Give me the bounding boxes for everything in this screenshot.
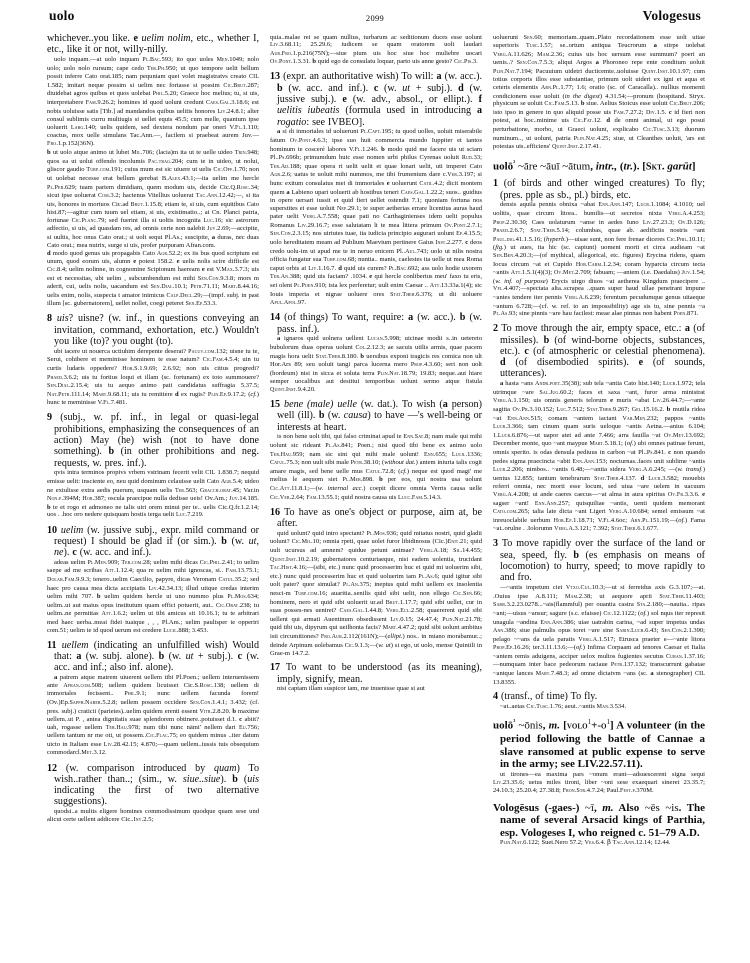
sense-definition: 11 uellem (indicating an unfulfilled wish) Would that: a (w. subj. alone). b (w. ut + subj.). c (w. acc. and inf.; also inf. alone).	[47, 639, 259, 674]
citation-block: a ignaros quid uolnera uellent Lucan.5.998; uicinae modii s..in uetereto bubulorum duas operas uolunt Col.2.12.3; ae sacuis utilis armis, quae pacem magis hora uelit Stat.Theb.8.180. b uersibus exponi tragicis res comica non ult Hor.Ars 89; seu uoluit tangi parca lucerna mero Prop.4.3.60; seri non uolt (hordeum) nisi in sicca et soluta terra Plin.Nat.18.79; 19.83; neque..aut hiare semper uocalibus aut destitui temporibus uolunt sermo atque fistula Quint.Inst.9.4.20.	[270, 335, 482, 393]
sense-definition: 17 To want to be understood (as its meaning), imply, signify, mean.	[270, 662, 482, 685]
headword-entry: Vologēsus (-gaes-) ~ī, m. Also ~ēs ~is. The name of several Arsacid kings of Parthia, esp. Vologeses I, who reigned c. 51–79 A.D.	[493, 801, 705, 839]
citation-block: ubi iacere ut nouerca uctiuhim derepente deserat? Pacuv.com.132; uisne tu te, Serui, cohibere et meminisse hominem te esse natum? Cic.Fam.4.5.4; uin tu curtis ludaris oppedere? Hor.S.1.9.69; 2.6.92; non uis citius progredi? Phaed.3.6.2; uis tu fortius loqui et illam (sc. fortunam) ex toto summouere? Sen.Dial.2.15.4; uis tu aequo animo pati candidatus suffragia 5.37.5; Nat.Petr.111.14; Mart.9.68.11; uis tu remittere d ex rugis? Plin.Ep.9.17.2; (cf.) hunc te meminisse V.Fl.7.481.	[47, 347, 259, 407]
sense-definition: 14 (of things) To want, require: a (w. acc.). b (w. pass. inf.).	[270, 312, 482, 335]
citation-block: quodsi..a multis eligere homines commodissimum quodque quam sese und alicui certe uellent addicere Cic..Inv.2.5;	[47, 808, 259, 823]
running-head-left: uolo	[49, 8, 75, 23]
sense-definition: 12 (w. comparison introduced by quam) To wish..rather than..; (sim., w. siue..siue). b (uis indicating the first of two alternative suggestions).	[47, 762, 259, 808]
sense-definition: 4 (transf., of time) To fly.	[493, 690, 598, 702]
headword-entry: uolō$^{^3}$ ~ōnis, m. $[volo^1+-o^1]$ A volunteer (in the period following the battle of Cannae a slave ransomed at public expense to serve in the army; see LIV.22.57.11).	[493, 719, 705, 771]
citation-block: densis aquila pennis obnixa ~abat Enn.Ann.147; Lucr.1.1084; 4.1010; uel uolitis, quae circum litora.. bumilis—ut secretos nixta Verg.A.4.253; Prop.2.30.30; Caes uolaturum ~anse in aedes Iuno Liv.27.23.3; Ov.D.126; Phaed.2.6.7; Stat.Theb.5.14; columbas, quae ab. aedificiis nostris ~ant Paul.dig.41.1.5.16; (hyperb.)—uisae sunt, non fere frenae diceres Cic.Phil.10.11; (fig.) ut aues, ita hic (sc. capiunt) uoment morti et circa audieam ~at Sen.Ben.4.20.3;—(of mythical, allegorical, etc. figures) Erycina ridens, quam Iocus circum ~at et Cupido Hor.Carm.1.2.34; coram hyparcta circum tecta ~antis Att.1.5.1(4)(3); Ov.Met.2.709; fabuam; —antem (i.e. Daedalus) Juv.1.54; (w. inf. of purpose) Erycis uirgo diuos ~at aetherea Kingdum praecipere .. Vfl.4.407;—spectata alta..scrapea ..quam super haud ullae penetrant impune ~antes tendere iter pennis Verg.A.6.239; ferentum pecudumque genus uitaeque ~antum 6.728;—(cf. w. ref. to an impossibility) age sis tu, sine pennis ~a Pl.As.93; sine pinnis ~are hau facilest: meae alae pinnas non habent Poen.871.	[493, 201, 705, 318]
citation-block: uoluerunt Sen.60; memoriam..quam..Plato recordationem esse uolt uitae superioris Tusc.1.57; se..ortum antiqua Teucrorum a stirpe uolebat Verg.A.11.626; Mam.2.36; cuius uis hoc uersum esse summum? poeri an uenis..? Sen.Con.7.5.3; aliqui Argos a Phoroneo repe ente conditum uoluit Plin.Nat.7.194; Pacuuium uidetri ducticemte..uoluisse Quint.Inst.10.1.97; cum totius corporis illos esse substantiae, primum uolt uideri ex igni et aqua et ceteris elementis Arn.Pl.1.77; 1.6; oratio (sc. of Caracalla).. nullius momenti condicionem esse uoluit (in the digest) 4.31.54;—pronum (hospitand. Stryx. physicum se uoluit Cic.Fam.5.13. b siue. Aelius Stoicus esse uoluit Cic.Brut.206; isto ipso in genere in quo aliquid posse uis Fam.7.27.2; Div.1.5. c id fieri non potest, at hoc..minime uis Cic.Fat.12. d de omni animal, ut ego posui perturbatione, morbo, ut Graeci uolunt, explicabo Cic.Tusc.3.13; duorum numinum.., ut uolunt, patria Plin.Nat.4.25; siue, ut Cleanthes uoluit, 'ars est potestas uis..efficiens' Quint.Inst.2.17.41.	[493, 33, 705, 151]
citation-block: uolo inquam.—at uolo inquam Pl.Bac.593; ito quo uoles Men.1049; nolo uolo; uolo nolo rursum; cape cedo Ter.Ph.950; ut quo tempore uelit bellum possit inferre Cato orat.185; nam pequniam quei volet magistratvs creato CIL 1.582; imitari neque possim si uelim nec fortasse si possim Cic.Brut.287; diuidebat agros quibus et quos uolebat Phil.5.20; Graece hoc melius; tu, si uis, interpretabere Fam.9.26.2; homines id quod uolunt credunt Caes.Gal.3.18.6; est nobis uoluisse satis [Tib.] ad mandandos quibus uelitis honores Liv.24.8.1; alter consul sublimis curru multiugis si uellet equis 45.5; cum melle, quantum ipse uoluerit Larg.140; uelis quidem, sed dextera nondum par oneri V.Fl.1.110; coactus, mox uelle simulans Tac.Ann.—, facilem si praebeat aurem Juv.—Fro.1.p.152(36N).	[47, 56, 259, 148]
sense-definition: 1 (of birds and other winged creatures) To fly; (pres. pple as sb., pl.) birds, etc.	[493, 178, 705, 201]
running-head-right: Vologesus	[642, 8, 701, 23]
citation-block: Plin.Nat.6.122; Suet.Nero 57.2; Ves.6.4. β Tac.Ann.12.14; 12.44.	[500, 838, 671, 847]
citation-block: quid uolunt? quid intro spectant? Pl.Mos.936; quid mitatus nostri, quid gladii uolunt? Cic.Mil.10; omnia rpeti, quae uolet furor libidinosus (Cic.)Enit.21; quid uult ucursus ad amnem? quidue petunt animae? Verg.A.18; Sil.14.455; Quint.Inst.10.2.19; gubernatores centuriaeque, nisi eadem uolentia, trucidant Tac.Hist.4.16;—(sibi, etc.) nunc quid processerim huc et quid mi uoluerim sibi, etc.) nunc quid processerim huc et quid uoluerim iam Pl.As.6; quid igitur sibi uolt pater? quor simulat? Pl.An.375; ineptus quid mihi uellem ex insolentia nesci-m Turp.com.16; auaritia..senilis quid sibi uelit, non ellego Cic.Sen.66; hominem, nero et quid sibi uoluerit ur.ad Brut.1.17.7; quid sibi uellet, cur in suas posses-nes ueniret? Caes.Gal.1.44.8; Verg.Ecl.2.58; quaererent quid sibi uellent qui armati Auentinum obsedissent Liv.0.15; 24.47.4; Plin.Nat.21.78; quid tibi uis, dipyrum qui ueilhonta facis? Mart.4.47.2; quid sibi uolunt ambitus isti circumitiones? Fro.Aur.2.112(161N);—(ellipt.) nos.. in miano morabamur..; deinde Arpinum uolebamus Cic.9.1.3;—(w. ut) si ego, ut uolo, mense Quintili in Grae-m 14.7.2.	[270, 529, 482, 658]
citation-block: adeas uelim Pl.Men.909; Ter.com.28; uelim mihi dicas Cic.Phil.2.41; to uelim saepe ad me scribas Att.1.12.4; qua re uelim mihi ignoscas, si.. Fam.13.75.1; Dolab.Fam.9.9.3; tenero..uelim Caecilio, papyre, dicas Veronam Catul.35.2; sed haec pro causa mea dicta accipiatis Liv.42.34.13; illud utique credas interim uelim mihi 707. b uelim quidem hercle ut uno nummo plus Pl.Mos.634; uelim..ut aut maius opus institutum quam effici potuerit, aut.. Cic.Orat.238; tu uelim..ne permittas Att.1.6.2; uelim ut tibi amicus sit 10.16.1; tu te arbitrari med haec uerba..meai fidei tuaique , , , Pl.Am.; uelim paulisper te opperiri com.51; uelim te id quod uerum est credere Lucil.888; 3.453.	[47, 558, 259, 634]
sense-definition: 2 To move through the air, empty space, etc.: a (of missiles). b (of wind-borne objects, substances, etc.). c (of atmospheric or celestial phenomena). d (of disembodied spirits). e (of sounds, utterances).	[493, 323, 705, 380]
citation-block: b ut uolo atque animo ut lubet Mil.706; (lacia)m ita ut te uelle uideo Trin.948; quos ea ut uolui offendo incolumis Pac.trag.204; cum te in uideo, ut nolui, gliscor gaudio Turp.com.191; cuius mum est sic uiuere ut uelis Cic.Off.1.70; non ut uolebat necesse erat bellum gerebat B.Alex.43.1;—ita uelim me hercle Pl.Per.629; tuam partem dimidiam, quem modum uis, decide Cic.Q.Rosc.34; sicut ipse uoluerat Com.3.2; hactenus Vitellius uoluerat Tac.Ann.12.42;—, si ita uis, honores in mortuos Cic.ad Brut.1.15.8; etiam te, si uis, cum equitibus Cato hist.87;—agitur cum tuum uel etiam, si uis, existimatio..; at Cn. Planci patria, fortunae Cic.Planc.79; sed fuerint illa si uoltis incognita Luc.16; sic astrorum adfectio, si uis, ad quasdam res, ad omnis certe non ualebit Juv.2.69;—accipite, si uultis, hoc onus Cato orat.; si uolt sequi Pl.As.; suscipite, a duras, nec duas Cato orat.; mea nutrix, surge si uis, profer purpuram Afran.com.	[47, 149, 259, 249]
citation-block: —~antis impetum ciet Vtxo.Cul.10.3;—ut si ferreidus axis G.3.107;—at. .Ouius ipse A.8.111; Mam.2.38; ut aequore aprii Stat.Theb.11.403; Sabr.3.2.23.0278...~ais(flammful) per ouantia castra Sta.2.180;—nauita.. ripas ~ant;—uisus ~ansur; sagure (s.c. efaisse) Cic.12.1122; (of.) sol nqus iter represit unagula ~andina Enn.Ann.386; uiae uatrabin carina, ~ad super impetus undas Ann.386; siue palmulis opus toret ~are sine Sabin.Lucr.6.43; Sen.Con.2.1.390; pelago ~~ans da uela paratis Verg.A.1.517; Etrusca praeter e—~ante litora Prop.Ep.16.26; ter.3.11.13.6;—(of.) Infima Corpaam ad tenores Caesar et Italia ~antem remis aduigens, acciper uelox multos fugientes secutus Curan.1.37.16;—numquam inter bace pedeorum raciaue Petr.137.132; transcurrunt gabatae ~antque lances Mart.7.48.3; ad omne dictatvm ~ans (sc. a stenographer) CIL 13.8355.	[493, 584, 705, 686]
sense-definition: 3 To move rapidly over the surface of the land or sea, speed, fly. b (es emphasis on means of locomotion) to hurry, speed; to move rapidly to and fro.	[493, 538, 705, 584]
citation-block: a patrem atque matrem uiuerent uellem tibi Pl.Poen.; uellem interuenissem ante Afran.com.508; uellem quidem licuisset Cic.S.Rosc.138; uellem di immortales fecissent.. Phil.9.1; nunc uellem facunda forem! (Ov.)Ep.Sapph.Naber.5.2.8; uellem possem occidere Sen.Con.1.4.1; 3.432; (cf. pres. subj.) craticii (parietes)..uelim quidem erenti essent Vitr.2.8.20. b maxime uellem..ut P. , antea dignitatis suae splendorem obtinere..potuisset d.1. c abiit? uah, rogasse uellem Ter.Hau.978; num tibi nunc nāmi' nellem dari Eu.756; uellem tantum nr me oti, ut possem..Cic.Flac.75; eo quidem minus ..iter datum uicto in Italiam esse Liv.28.42.15; 4.870;—quam uellem..iussis tuis obsequium commodarcl.Met.3.12.	[47, 674, 259, 757]
sense-definition: 10 uelim (w. jussive subj., expr. mild command or request) I should be glad if (or sim.). b (w. ut, ne). c (w. acc. and inf.).	[47, 524, 259, 559]
text-column-2	[270, 33, 482, 958]
citation-block: qvis intra terminos propivs vrbem vstrinam fecerit velit CIL 1.838.7; nequid emisse uelit: insciente eo, neu quid dominum celauisse uelit Cato Agr.5.4; uideo ne extulisse extra aedis puerum, usquam uelis Ter.563; Gracch.orat.45; Var.in Non.p.394M; Hor.387; oscula praecipue nulla dedisse ueis! Ov.Am.; Juv.14.185. b te et rogo et admoneo ne talis uiri orem minui per te.. uelis Cic.Q.fr.1.2.14; uos . .hoc oro nedere quisquam hostis terga uelit Luc.7.219.	[47, 469, 259, 519]
citation-block: is non bene uolt tibi, qui falso criminat apud te Enn.Sat.8; nam male qui mihi uolunt sic rideant Pl.As.841; Poen.; nisi quod tibi bene ex animo uolo Ter.Hau.959; nam sic sint qui mihi male uolunt! Enn.655; Lucil.1336; Catul.75.3; non uult sibi male Petr.38.10; (without dat.) antem iniuria talis cogit amare magis, sed bene uelle mus Catul.72.8; (cf.) neque est quod magi' me melius le aequom siet Pl.Mer.898. b per eos, qui nostra usa uolunt Cic.Att.11.8.1;—(w. internal acc.) coepit dicere omnia Verris causa uelle Cic.Ver.2.64; Fam.13.55.1; quid nostra causa uis Lucc.Fam.5.14.3.	[270, 433, 482, 501]
sense-definition: 13 (expr. an authoritative wish) To will: a (w. acc.). b (w. acc. and inf.). c (w. ut + subj.). d (w. jussive subj.). e (w. adv., absol., or ellipt.). f uelitis iubeatis (formula used in introducing a rogatio: see IVBEO].	[270, 71, 482, 128]
citation-block: a hasta ~ans Andr.poet.35(38); sub tela ~antia Cato hist.140; Lucr.1.972; tela utrimque ~are Sal.Jug.60.2; faces et saxa ~ant, furor arma ministrat Verg.A.1.150; uis omnis generis telorum e muris ~abat Liv.26.44.7;—~ante sagitta Ov.Pr.3.10.152; Luc.7.512; Stat.Theb.9.267; Gel.15.16.2. b mutila ridea ~at Enn.Ann.515; comam ~antem iactant Var.Men.232; pappos ~antis Lucr.3.366; tam cinum quam suris ueloque ~antis Aetna.—anius 6.104; 1.Lucr.6.876;—ut uapor atet ad ante 7.466; arra fauilla ~at Ov.Met.13.692; December monte, quo ~ant maypue Mart.5.18.1; (of.) ubi omnes patinae ferunt, omnis sperito. is odas densula pediuus in carbon ~at Pl..Ps.841. c non quando pedes sigma praecincta ~abit Enn.Ann.153; nocturnas..faces unit sublime ~antis Lucr.2.206; nimbos.. ~antis 6.48;—~antia sidera Verg.A.6.245; —(w. transf.) uentus 12.855; tantum tenebrarum Stat.Theb.4.137. d Lucr.3.582; mouebis referri omnia, nec morti esse locum, sed uiua ~are uelem in uacuum Verg.A.4.208; ui ande caeres caecus—~at alma in aura spiritus Ov.Fr.3.3.6. e sagser ~ant! Enn.Ann.257; quisquiliae ~antis, uenti quidem memorant Cato.com.265; talia late dicta ~ant Ligeri Verg.A.10.684; semel emissum ~at inreuoclabile uerbum Hor.Ep.1.18.71; V.Fl.4.6oc; Arn.Pl.151.19;—(of.) Fama ~at..orulne . .Iolorumn Verg.A.3.121; 7.392; Stat.Theb.6.1.677.	[493, 380, 705, 533]
text-columns	[47, 33, 705, 958]
text-column-3	[493, 33, 705, 958]
citation-block: d modo quod genus uis propagabis Cato Agr.52.2; ex iis bus quod scriptum est unum, quod eorum uis, alumn e potest 158.2. e uelis nolis scire difficile est Cic.8.4; uelim nolinne, in cognomine Scipionum haeream e est V.Max.3.7.3; uis est et necessitas, ubi uelim , subcumbendum est mihi Sen.Con.9.3.8; mors m aderit, cui, uelis nolis, uacandum est Sen.Dial.10.1; Petr.71.11; Mart.8.44.16; uelis enim, nolis, suspecta t amator inimicus Calp.Decl.29;—(impf. subj. in past illum [sc. gubernatorem], uellet nollet, coegi peteret Sen.Ep.53.3.	[47, 249, 259, 308]
sense-definition: 8 uis? uisne? (w. inf., in questions conveying an invitation, command, exhortation, etc.) Wouldn't you like (to)? you ought (to).	[47, 313, 259, 347]
citation-block: a si di inmortales id uoluerunt Pl.Capt.195; tu quod uolles, uoluit miserabile fatum Ov.Pont.4.6.3; ipse suo huit commercia mundo Iuppiter et tantos hominum te cosceré labores V.Fl.1.246. b modo quid me facere uis ut sciam Pl..Ps.696b; primumdum huic esse nomen urbi philus Cyrenas uoluit Rud.33; Ter.Ad.188; quae opera ri uelit uelit et quae lonari uelit, uti imperet Cato Agr.2.6; uatus te uoluit mihi nummos, me tibi frumentum dare c.Ver.3.197; si hunc exitum consulatus mei di immortales e uoluerunt Catil.4.2; dicit montem quem a Labieno upari uoluerit ab hostibus teneri Caes.Gal.1.22.2; suos.. guidius in opere uersari iussit et quid fieri uellet ostendit 7.1; quoniam fortuna nos superstites ei esse uoluit Nep.29.1; te super aetherias errare licentius auras haud pater uelit Verg.A.7.558; quae pati no Carthaginienses idem uelit populus Romanus Liv.29.16.7; esse salutatam lt te mea littera primum Ov.Pont.2.7.1; Sen.Con.2.3.15; nos uirtutes tuae, ita iudicia principio augurari uolunt Ep.4.15.5; uolo hereditatem meam ad Publium Maevium pertinere Gaius Inst.2.277. c deos credo uolu-im ut apud me te in neruo enicem Pl..Aul.743; uolo ut nilis nostra officia fungatur sua Turp.com.68; nuntia.. manis, caelestes ita uelle ut mea Roma caput orbis at Liv.1.16.7. d quid uis curem? Pl.Bac.692; ass uolo hodie uxorem Ter.An.388; quid uis faciam? .1034. e qui hercle conlibertus meu' faxo tu eris, sei olent Pl.Poen.910; ista lex perferetur; uult enim Caesar .. Att.13.33a.1(4); sic Iouis imperia et nigrae uoluere ores Stat.Theb.6.376; ut dii uoluere Apul.Apol.97.	[270, 128, 482, 307]
text-column-1	[47, 33, 259, 958]
sense-definition: 9 (subj., w. pf. inf., in legal or quasi-legal prohibitions, emphasizing the consequences of an action) May (he) wish (not to have done something). b (in other prohibitions and neg. requests, w. pres. inf.).	[47, 412, 259, 469]
citation-block: nisi captam illam suspicor iam, me inuenisse quae si aut	[277, 685, 425, 693]
headword-entry: uolō$^{^2}$ ~āre ~āuī ~ātum, intr., (tr.). [Skt. garūt]	[493, 159, 696, 173]
citation-block: ut tirones—ea maxima pars ~onum erant—adsuescerent signa sequi Liv.23.35.6; uetus miles tironi, liber ~oni sese exaequari sineret 23.35.7; 24.10.3; 25.20.4; 27.38.8; Fron.Str.4.7.24; Paul.Fest.p.370M.	[493, 770, 705, 795]
sense-definition: 15 bene (male) uelle (w. dat.). To wish (a person) well (ill). b (w. causa) to have —'s well-being or interests at heart.	[270, 399, 482, 433]
page-number: 2099	[365, 13, 385, 23]
citation-block: quia..malae rei se quam nullius, turbarum ac seditionum duces esse uolunt Liv.3.68.11; 25.29.6; iudicem se quam oratorem uolt laudari Aur.Fro.1.p.216(75N);—siue pium uis hoc siue hoc muliebre uocari Ov.Pont.1.3.31. b quid ego de consulatu loquar, parto uis anne gesto? Cic.Pis.3.	[270, 33, 482, 66]
citation-block: ~at..aetas Cic.Tusc.1.76; aeui..~antis Man.3.534.	[500, 702, 627, 710]
sense-definition: whichever..you like. e uelim nolim, etc., whether I, etc., like it or not, willy-nilly.	[47, 33, 259, 56]
sense-definition: 16 To have as one's object or purpose, aim at, be after.	[270, 506, 482, 530]
running-head	[0, 0, 750, 34]
